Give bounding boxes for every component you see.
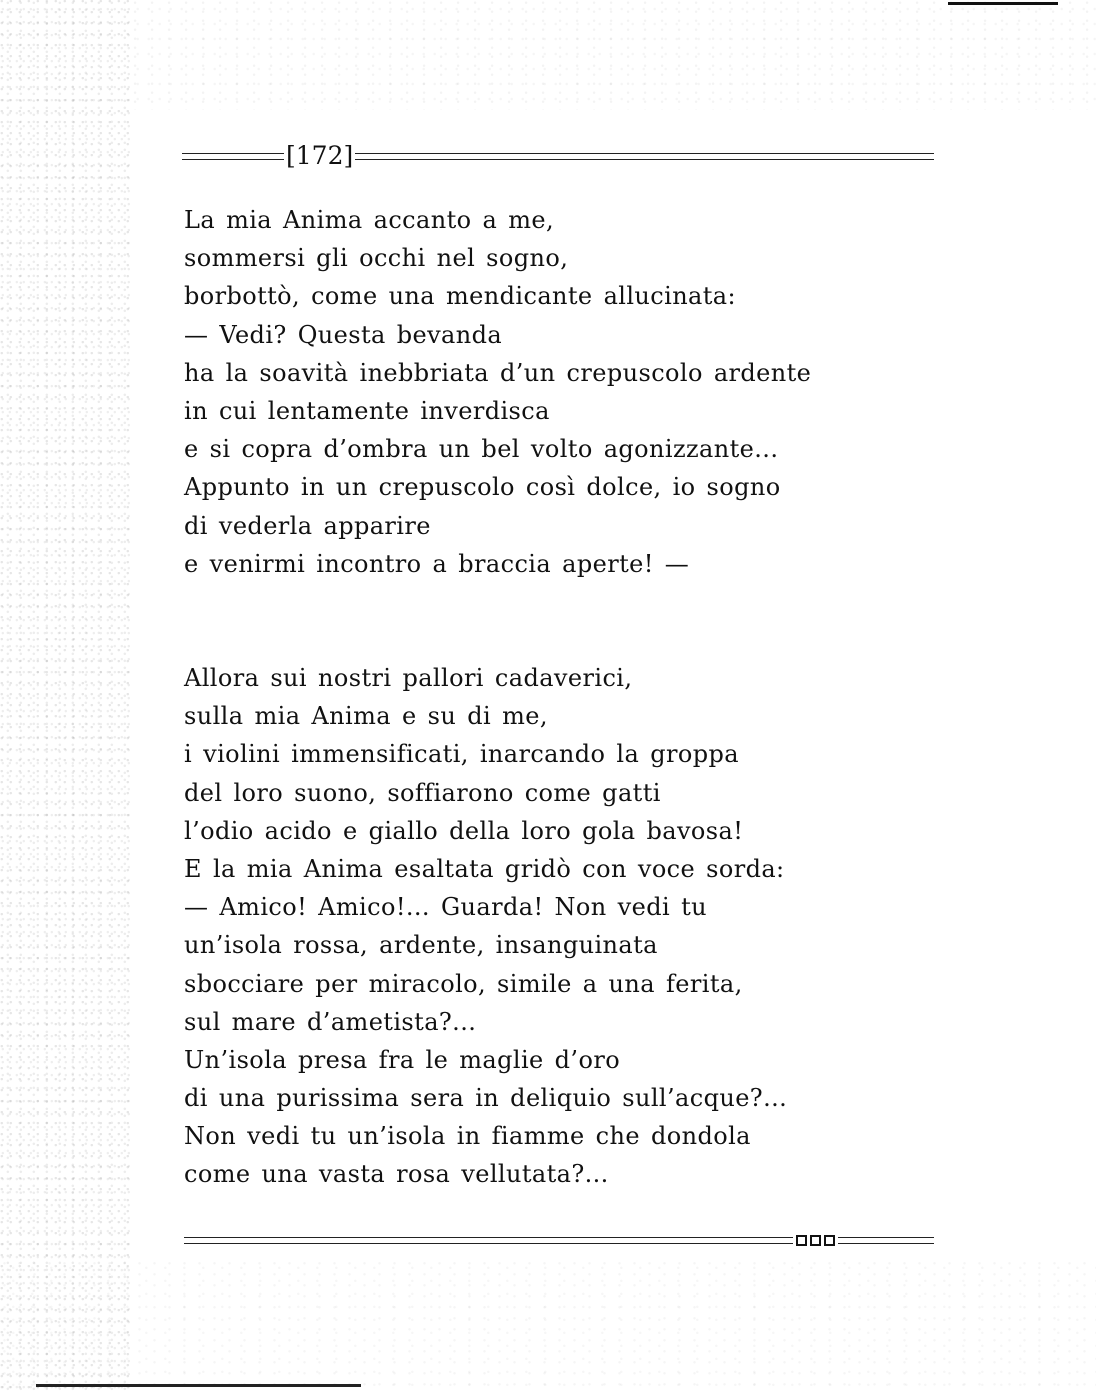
stanza xyxy=(184,659,787,1194)
scan-noise-top xyxy=(130,0,1096,110)
verse-line: e venirmi incontro a braccia aperte! — xyxy=(184,549,690,578)
square-icon xyxy=(824,1235,835,1246)
verse-line: Allora sui nostri pallori cadaverici, xyxy=(184,664,633,692)
verse-line: sulla mia Anima e su di me, xyxy=(184,702,548,731)
verse-line: e si copra d’ombra un bel volto agonizzante... xyxy=(184,435,779,464)
page-header xyxy=(182,138,934,174)
verse-line: La mia Anima accanto a me, xyxy=(184,206,555,234)
footer-rule-left xyxy=(184,1237,793,1244)
verse-line: E la mia Anima esaltata gridò con voce sorda: xyxy=(184,854,785,883)
square-icon xyxy=(810,1235,821,1246)
page-number: [172] xyxy=(286,141,354,170)
verse-line: in cui lentamente inverdisca xyxy=(184,396,550,425)
stanza xyxy=(184,201,811,583)
verse-line: sul mare d’ametista?... xyxy=(184,1007,477,1036)
scan-noise-bottom xyxy=(0,1260,1096,1392)
verse-line: di una purissima sera in deliquio sull’acque?... xyxy=(184,1084,788,1113)
square-icon xyxy=(796,1235,807,1246)
verse-line: sommersi gli occhi nel sogno, xyxy=(184,244,569,273)
verse-line: — Amico! Amico!... Guarda! Non vedi tu xyxy=(184,893,707,922)
verse-line: ha la soavità inebbriata d’un crepuscolo ardente xyxy=(184,358,812,387)
verse-line: un’isola rossa, ardente, insanguinata xyxy=(184,931,658,960)
verse-line: i violini immensificati, inarcando la groppa xyxy=(184,740,739,769)
header-rule-right xyxy=(355,153,934,160)
verse-line: — Vedi? Questa bevanda xyxy=(184,320,503,349)
verse-line: del loro suono, soffiarono come gatti xyxy=(184,778,661,807)
verse-line: l’odio acido e giallo della loro gola bavosa! xyxy=(184,816,744,845)
footer-rule-right xyxy=(838,1237,934,1244)
verse-line: Un’isola presa fra le maglie d’oro xyxy=(184,1045,621,1074)
verse-line: borbottò, come una mendicante allucinata: xyxy=(184,282,737,311)
scan-edge-mark xyxy=(948,2,1058,5)
scan-edge-mark xyxy=(36,1384,361,1387)
verse-line: come una vasta rosa vellutata?... xyxy=(184,1160,609,1189)
verse-line: sbocciare per miracolo, simile a una ferita, xyxy=(184,969,743,998)
verse-line: Non vedi tu un’isola in fiamme che dondola xyxy=(184,1122,751,1151)
page-footer xyxy=(184,1228,934,1252)
verse-line: Appunto in un crepuscolo così dolce, io sogno xyxy=(184,473,781,502)
header-rule-left xyxy=(182,153,284,160)
scan-noise-left xyxy=(0,0,130,1392)
ornament-squares-icon xyxy=(793,1235,838,1246)
verse-line: di vederla apparire xyxy=(184,511,431,540)
